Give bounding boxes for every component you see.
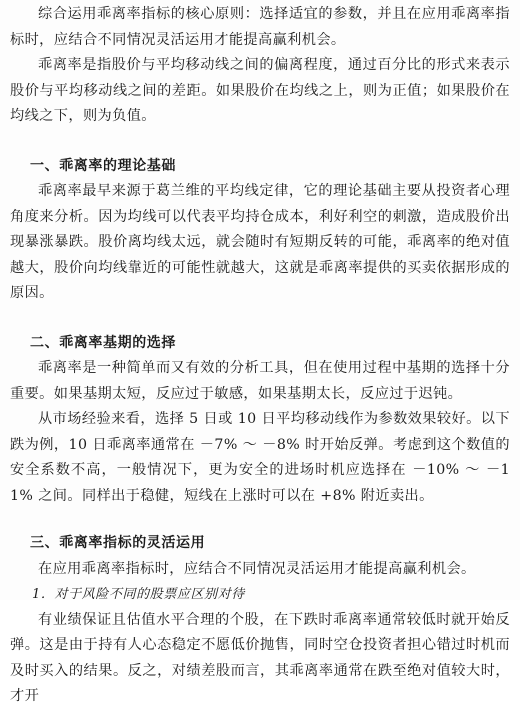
section-heading-base-period: 二、乖离率基期的选择	[30, 334, 176, 351]
intro-paragraph-2: 乖离率是指股价与平均移动线之间的偏离程度，通过百分比的形式来表示股价与平均移动线之间的差距。如果股价在均线之上，则为正值；如果股价在均线之下，则为负值。	[10, 57, 510, 124]
section-spacer	[10, 307, 510, 331]
section-flexible-use-paragraph-2: 有业绩保证且估值水平合理的个股，在下跌时乖离率通常较低时就开始反弹。这是由于持有人心态稳定不愿低价抛售，同时空仓投资者担心错过时机而及时买入的结果。反之，对绩差股而言，其乖离率通常在跌至绝对值较大时，才开	[10, 611, 510, 704]
intro-paragraph-1: 综合运用乖离率指标的核心原则：选择适宜的参数，并且在应用乖离率指标时，应结合不同情况灵活运用才能提高赢利机会。	[10, 6, 510, 48]
subsection-heading-risk: 1．对于风险不同的股票应区别对待	[32, 587, 245, 602]
section-base-period-paragraph-1: 乖离率是一种简单而又有效的分析工具，但在使用过程中基期的选择十分重要。如果基期太短，反应过于敏感，如果基期太长，反应过于迟钝。	[10, 360, 510, 402]
document-body	[10, 2, 510, 710]
section-theory-paragraph: 乖离率最早来源于葛兰维的平均线定律，它的理论基础主要从投资者心理角度来分析。因为均线可以代表平均持仓成本，利好利空的刺激，造成股价出现暴涨暴跌。股价离均线太远，就会随时有短期反转的可能，乖离率的绝对值越大，股价向均线靠近的可能性就越大，这就是乖离率提供的买卖依据形成的原因。	[10, 183, 510, 301]
section-spacer	[10, 130, 510, 154]
section-heading-flexible-use: 三、乖离率指标的灵活运用	[30, 535, 206, 551]
section-flexible-use-paragraph-1: 在应用乖离率指标时，应结合不同情况灵活运用才能提高赢利机会。	[38, 560, 476, 577]
section-heading-theory: 一、乖离率的理论基础	[30, 157, 176, 174]
section-base-period-paragraph-2: 从市场经验来看，选择 5 日或 10 日平均移动线作为参数效果较好。以下跌为例，10 日乖离率通常在 －7% ～ －8% 时开始反弹。考虑到这个数值的安全系数不高，一般情况下，更为安全的进场时机应选择在 －10% ～ －11% 之间。同样出于稳健，短线在上涨时可以在 +8% 附近卖出。	[10, 411, 510, 504]
section-spacer	[10, 509, 510, 531]
